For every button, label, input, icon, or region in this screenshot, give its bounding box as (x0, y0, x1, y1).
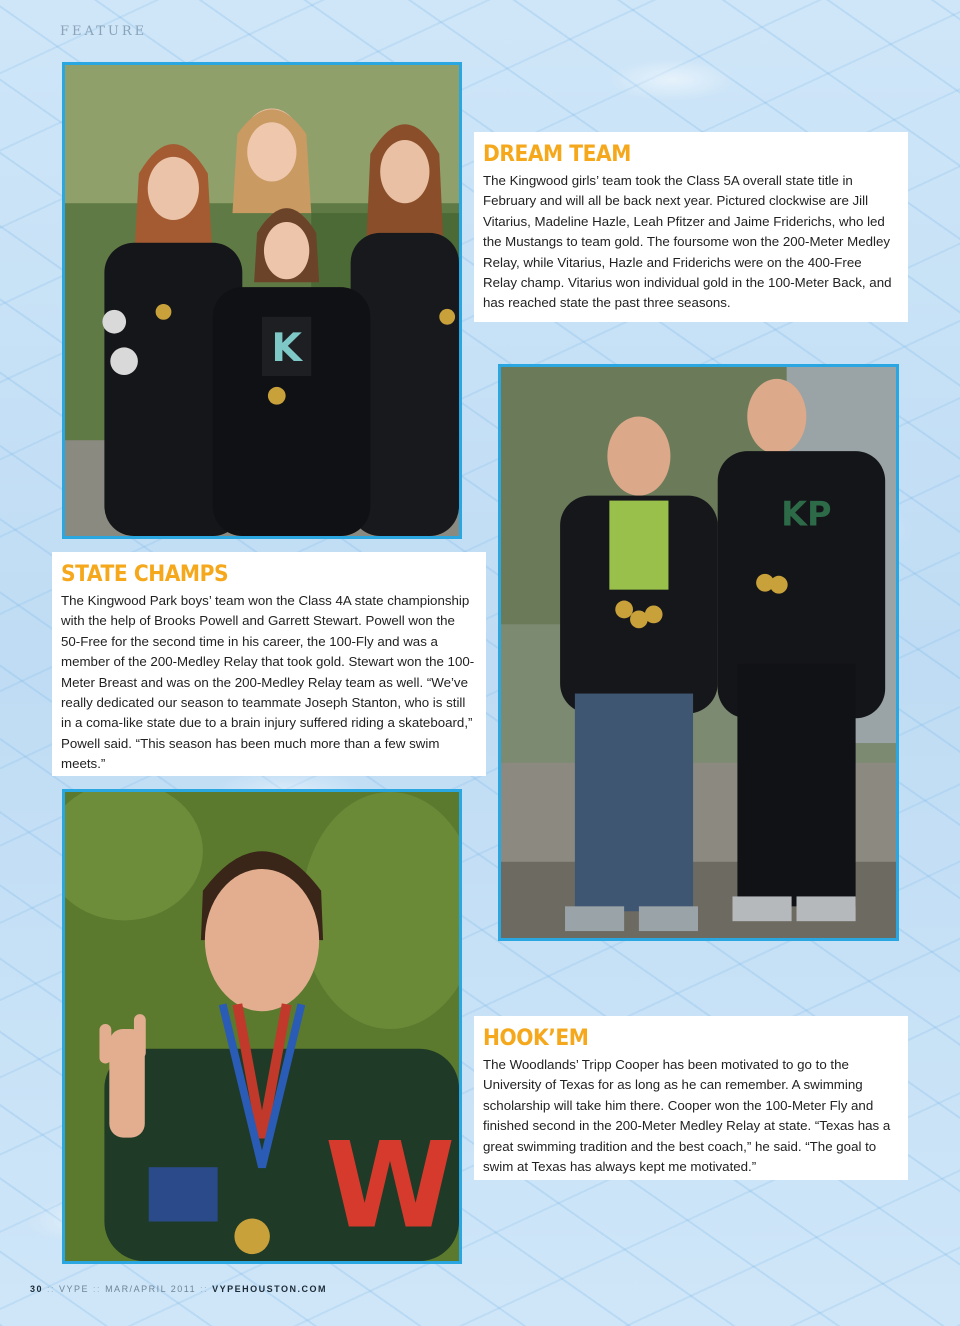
hook-em-caption (474, 1016, 908, 1180)
dream-team-body: The Kingwood girls’ team took the Class 5A overall state title in February and will all be back next year. Pictured clockwise are Jill Vitarius, Madeline Hazle, Leah Pfitzer and Jaime Friderichs, who led the Mustangs to team gold. The foursome won the 200-Meter Medley Relay, while Vitarius, Hazle and Friderichs were on the 400-Free Relay champ. Vitarius won individual gold in the 100-Meter Back, and has reached state the past three seasons. (483, 173, 892, 311)
svg-text:KP: KP (781, 494, 832, 534)
hook-em-title: HOOK’EM (483, 1026, 589, 1051)
footer-separator: :: (47, 1284, 56, 1294)
svg-text:K: K (271, 325, 302, 372)
page-footer (30, 1284, 327, 1294)
page-number: 30 (30, 1284, 44, 1294)
footer-separator: :: (200, 1284, 209, 1294)
footer-separator: :: (93, 1284, 102, 1294)
state-champs-title: STATE CHAMPS (61, 562, 229, 587)
dream-team-title: DREAM TEAM (483, 142, 631, 167)
hook-em-body: The Woodlands’ Tripp Cooper has been motivated to go to the University of Texas for as long as he can remember. A swimming scholarship will take him there. Cooper won the 100-Meter Fly and finished second in the 200-Meter Medley Relay at state. “Texas has a great swimming tradition and the best coach,” he said. “The goal to swim at Texas has always kept me motivated.” (483, 1057, 891, 1175)
dream-team-caption (474, 132, 908, 322)
state-champs-body: The Kingwood Park boys’ team won the Class 4A state championship with the help of Brooks Powell and Garrett Stewart. Powell won the 50-Free for the second time in his career, the 100-Fly and was a member of the 200-Medley Relay that took gold. Stewart won the 100-Meter Breast and was on the 200-Medley Relay team as well. “We’ve really dedicated our season to teammate Joseph Stanton, who is still in a coma-like state due to a brain injury suffered riding a skateboard,” Powell said. “This season has been much more than a few swim meets.” (61, 593, 475, 772)
section-label: FEATURE (60, 24, 148, 39)
website-link[interactable]: VYPEHOUSTON.COM (212, 1284, 327, 1294)
boys-team-photo (498, 364, 899, 941)
girls-team-photo (62, 62, 462, 539)
magazine-name: VYPE (59, 1284, 90, 1294)
issue-date: MAR/APRIL 2011 (105, 1284, 197, 1294)
state-champs-caption (52, 552, 486, 776)
svg-text:W: W (324, 1116, 456, 1255)
tripp-cooper-photo (62, 789, 462, 1264)
